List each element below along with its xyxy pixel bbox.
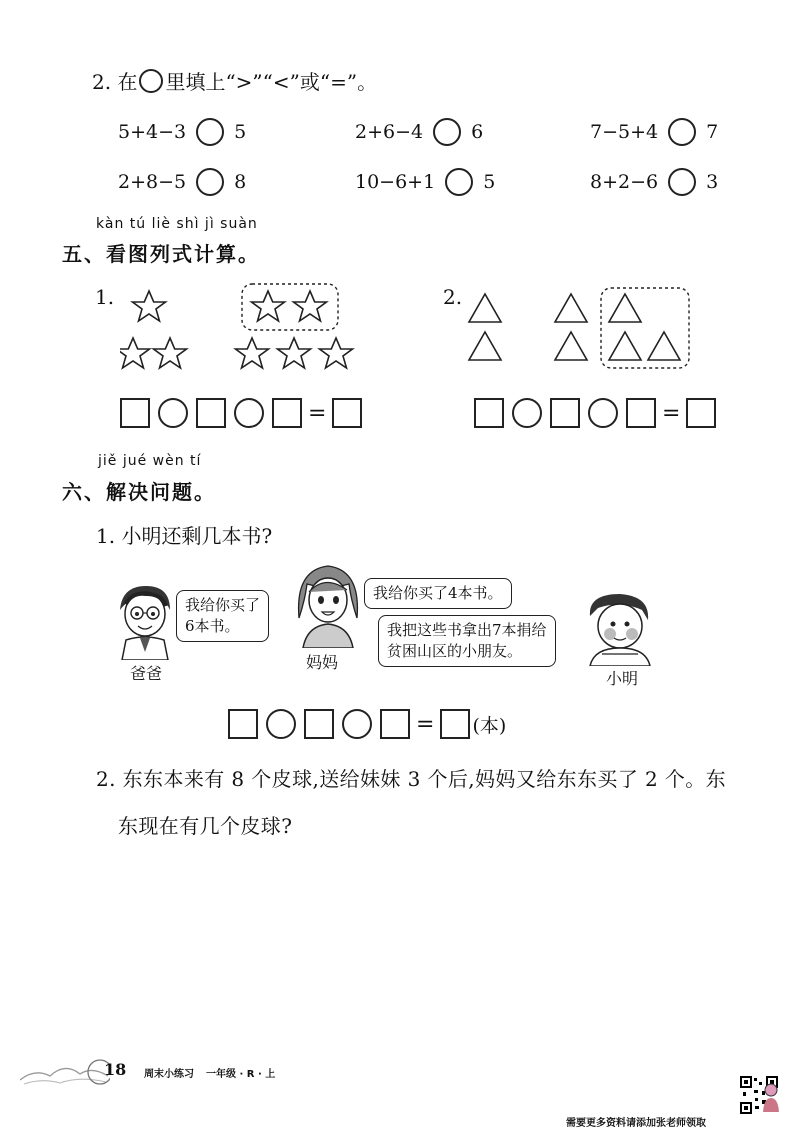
compare-expr: 2+6−4 xyxy=(355,121,424,143)
footer-grade: 一年级 · R · 上 xyxy=(206,1069,276,1080)
compare-circle[interactable] xyxy=(668,168,696,196)
section5-title: 五、看图列式计算。 xyxy=(62,242,260,266)
answer-box[interactable] xyxy=(120,398,150,428)
stars-picture xyxy=(120,280,370,380)
answer-box[interactable] xyxy=(304,709,334,739)
operator-circle[interactable] xyxy=(342,709,372,739)
problem2-label: 2. xyxy=(443,285,463,309)
compare-circle[interactable] xyxy=(668,118,696,146)
compare-item xyxy=(590,168,718,196)
star-icon xyxy=(236,338,269,368)
equation-row-1 xyxy=(120,398,362,428)
section6-pinyin: jiě jué wèn tí xyxy=(98,453,202,469)
star-icon xyxy=(133,291,166,321)
star-icon xyxy=(278,338,311,368)
operator-circle[interactable] xyxy=(266,709,296,739)
compare-value: 5 xyxy=(234,121,247,143)
operator-circle[interactable] xyxy=(512,398,542,428)
answer-box[interactable] xyxy=(686,398,716,428)
compare-expr: 7−5+4 xyxy=(590,121,659,143)
section6-title: 六、解决问题。 xyxy=(62,480,216,504)
compare-expr: 2+8−5 xyxy=(118,171,187,193)
section6-q2-line1: 2. 东东本来有 8 个皮球,送给妹妹 3 个后,妈妈又给东东买了 2 个。东 xyxy=(96,767,727,791)
compare-item xyxy=(355,118,483,146)
mom-speech-bubble: 我给你买了4本书。 xyxy=(364,578,512,609)
bubble-text: 我给你买了 xyxy=(185,596,261,614)
compare-value: 3 xyxy=(706,171,719,193)
compare-value: 7 xyxy=(706,121,719,143)
answer-box[interactable] xyxy=(228,709,258,739)
name-xiaoming: 小明 xyxy=(606,669,639,688)
star-icon xyxy=(154,338,187,368)
compare-item xyxy=(590,118,718,146)
footer-landscape-decoration xyxy=(20,1050,110,1090)
star-icon xyxy=(120,338,150,368)
name-dad: 爸爸 xyxy=(130,664,163,683)
compare-expr: 10−6+1 xyxy=(355,171,436,193)
answer-box[interactable] xyxy=(332,398,362,428)
compare-circle[interactable] xyxy=(196,168,224,196)
compare-item xyxy=(355,168,495,196)
compare-expr: 5+4−3 xyxy=(118,121,187,143)
star-icon xyxy=(294,291,327,321)
equals-sign: = xyxy=(308,400,327,426)
triangle-icon xyxy=(555,294,587,322)
bubble-text: 我把这些书拿出7本捐给 xyxy=(387,621,547,639)
bubble-text: 6本书。 xyxy=(185,617,240,635)
star-icon xyxy=(252,291,285,321)
mom-illustration xyxy=(295,560,361,648)
problem1-label: 1. xyxy=(95,285,115,309)
answer-box[interactable] xyxy=(550,398,580,428)
compare-value: 6 xyxy=(471,121,484,143)
star-icon xyxy=(320,338,353,368)
compare-item xyxy=(118,168,246,196)
q2-instruction xyxy=(92,66,377,95)
unit-label: (本) xyxy=(472,714,507,737)
q2-label-post: 里填上“>”“<”或“=”。 xyxy=(165,70,378,94)
compare-expr: 8+2−6 xyxy=(590,171,659,193)
dad-illustration xyxy=(112,580,180,660)
page-number: 18 xyxy=(104,1060,127,1079)
equals-sign: = xyxy=(416,711,435,737)
dashed-group-box xyxy=(242,284,338,330)
blank-circle-icon xyxy=(139,69,163,93)
operator-circle[interactable] xyxy=(158,398,188,428)
triangle-icon xyxy=(555,332,587,360)
compare-circle[interactable] xyxy=(445,168,473,196)
answer-box[interactable] xyxy=(474,398,504,428)
triangles-picture xyxy=(465,284,695,374)
answer-box[interactable] xyxy=(380,709,410,739)
compare-item xyxy=(118,118,246,146)
answer-box[interactable] xyxy=(272,398,302,428)
equals-sign: = xyxy=(662,400,681,426)
compare-value: 8 xyxy=(234,171,247,193)
name-mom: 妈妈 xyxy=(306,653,339,672)
xiaoming-illustration xyxy=(584,590,656,666)
triangle-icon xyxy=(469,294,501,322)
triangle-icon xyxy=(469,332,501,360)
footer-note: 需要更多资料请添加张老师领取 xyxy=(566,1118,706,1129)
compare-circle[interactable] xyxy=(196,118,224,146)
triangle-icon xyxy=(609,294,641,322)
answer-box[interactable] xyxy=(626,398,656,428)
footer-book: 周末小练习 xyxy=(144,1069,194,1080)
equation-row-3 xyxy=(228,709,506,739)
triangle-icon xyxy=(609,332,641,360)
q2-label-pre: 2. 在 xyxy=(92,70,138,94)
dad-speech-bubble xyxy=(176,590,269,642)
section6-q1: 1. 小明还剩几本书? xyxy=(96,524,273,548)
teacher-avatar xyxy=(762,1082,780,1112)
triangle-icon xyxy=(648,332,680,360)
compare-value: 5 xyxy=(483,171,496,193)
xiaoming-speech-bubble xyxy=(378,615,556,667)
dashed-group-box xyxy=(601,288,689,368)
section5-pinyin: kàn tú liè shì jì suàn xyxy=(96,216,258,232)
operator-circle[interactable] xyxy=(588,398,618,428)
operator-circle[interactable] xyxy=(234,398,264,428)
bubble-text: 贫困山区的小朋友。 xyxy=(387,642,523,660)
compare-circle[interactable] xyxy=(433,118,461,146)
answer-box[interactable] xyxy=(440,709,470,739)
answer-box[interactable] xyxy=(196,398,226,428)
equation-row-2 xyxy=(474,398,716,428)
section6-q2-line2: 东现在有几个皮球? xyxy=(118,814,293,838)
